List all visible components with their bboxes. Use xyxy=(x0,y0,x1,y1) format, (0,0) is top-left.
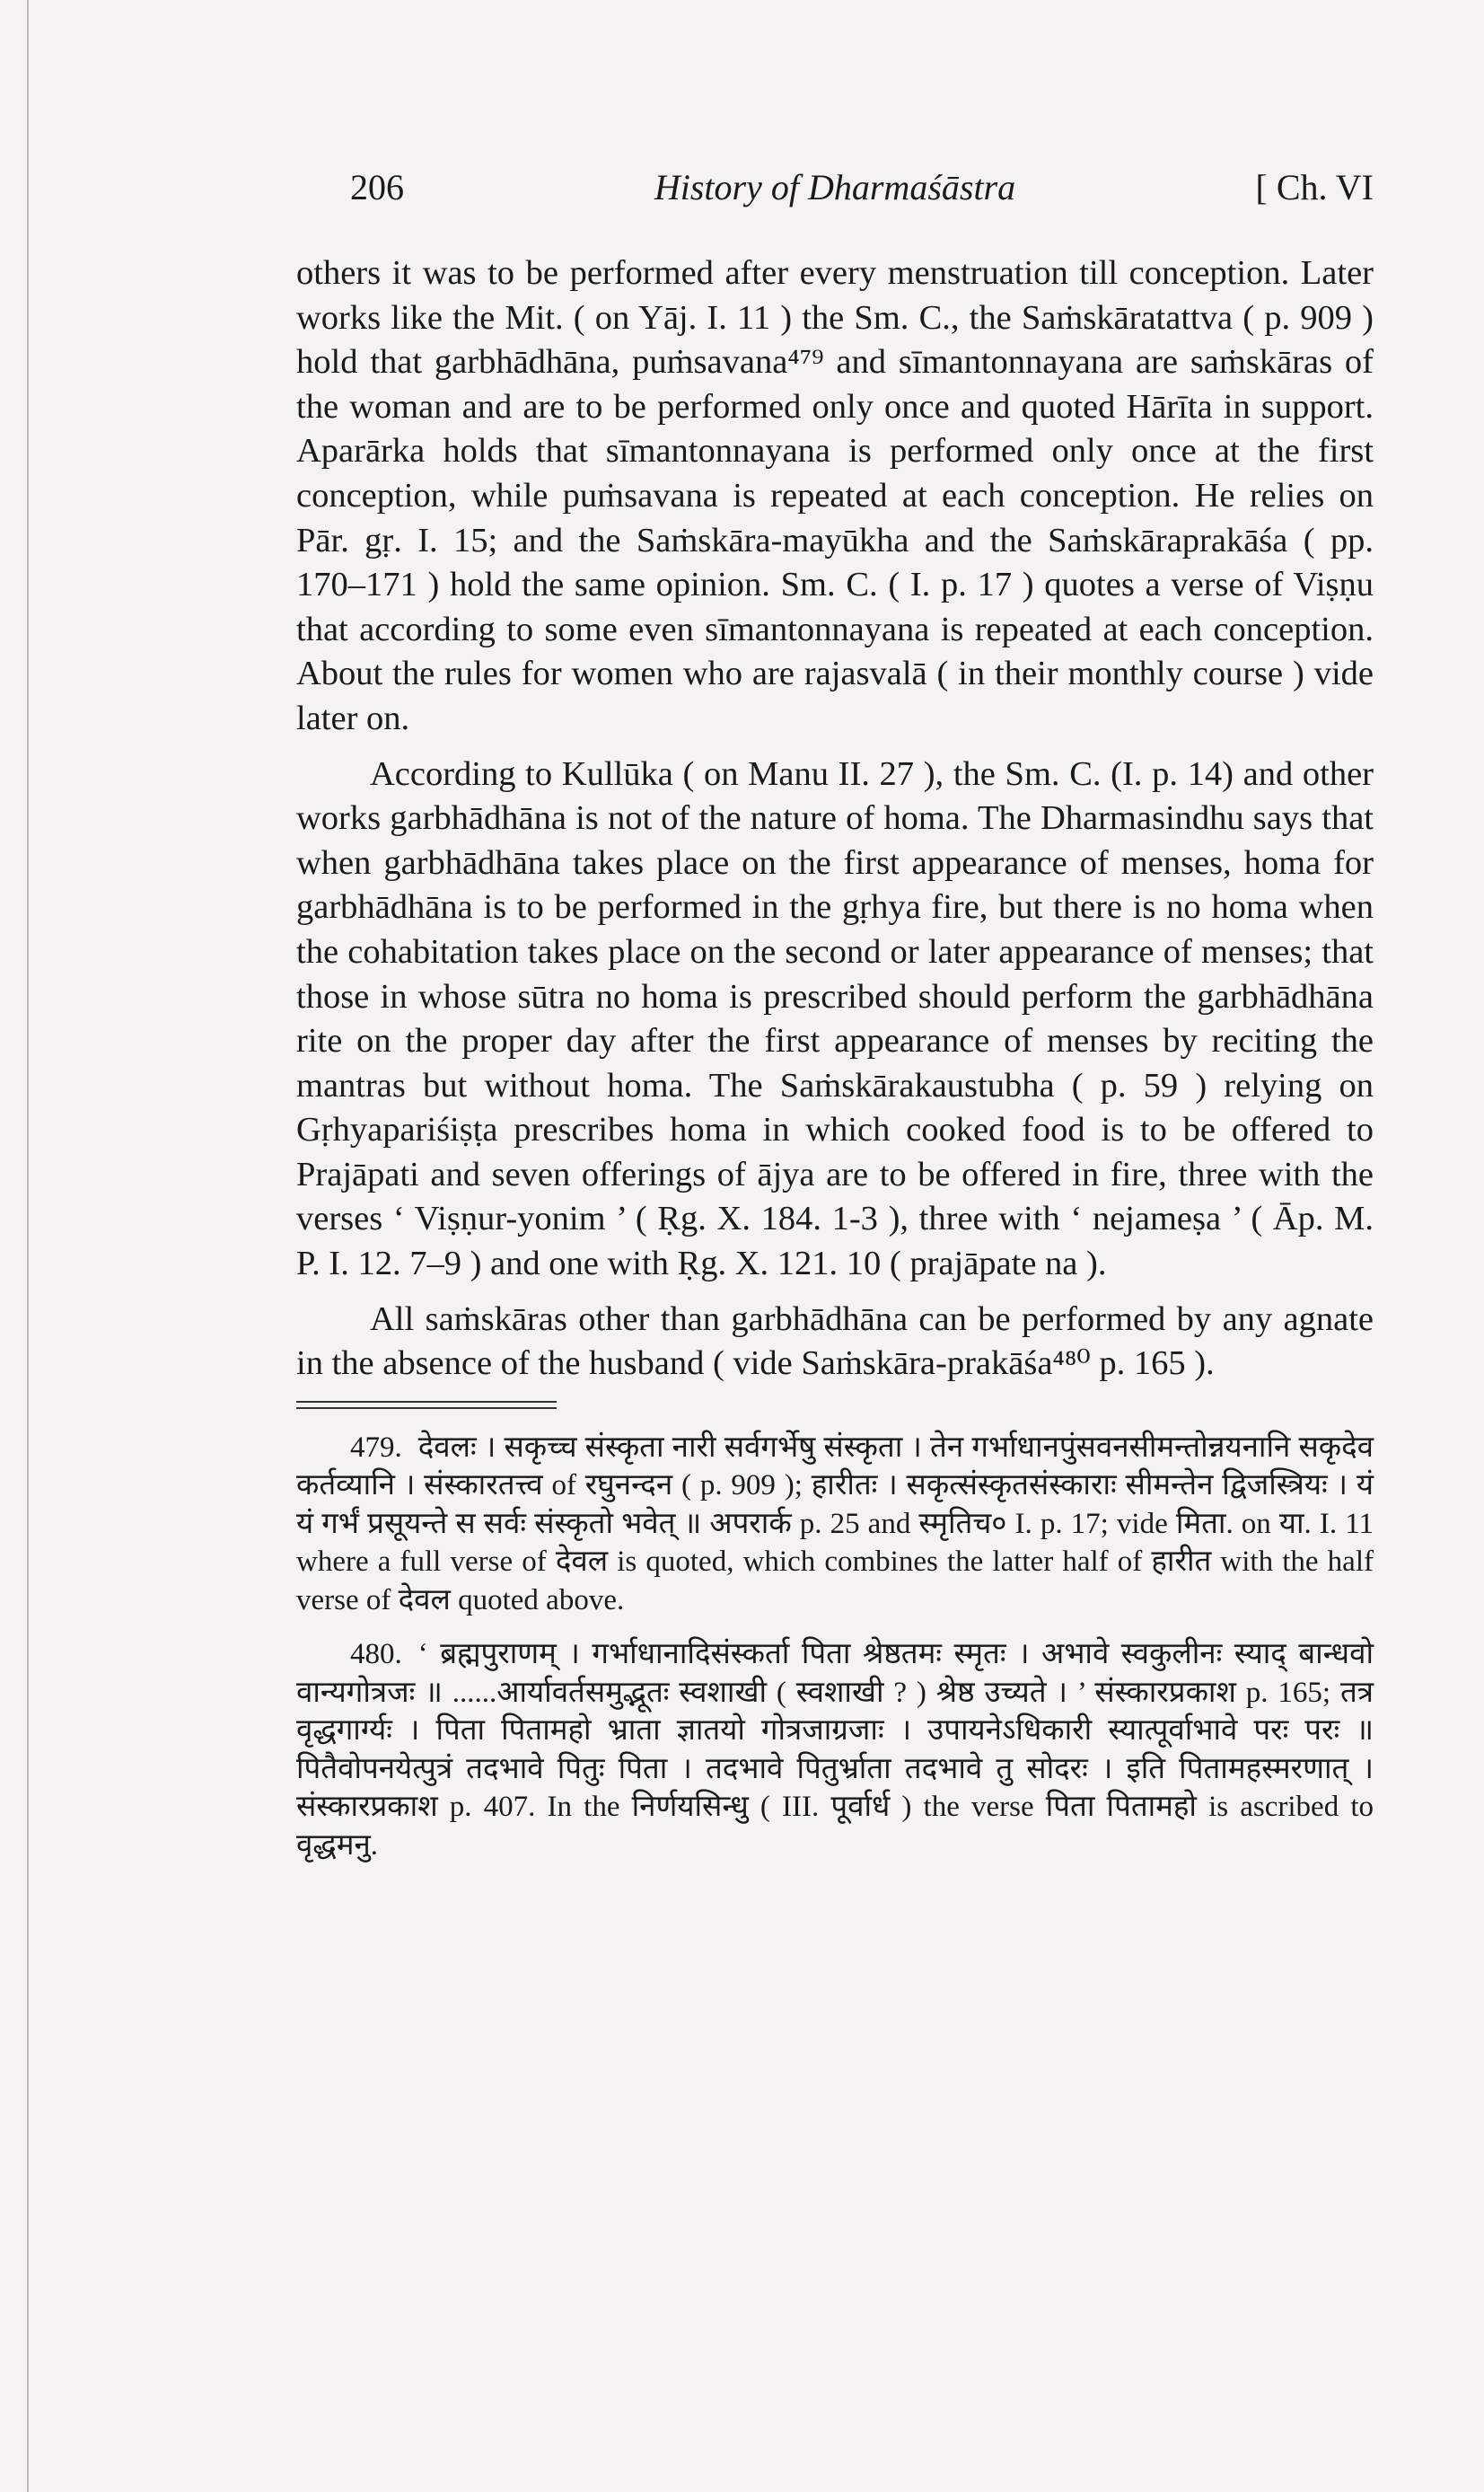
footnote-480 xyxy=(296,1635,1374,1864)
page-header xyxy=(296,148,1374,220)
footnote-number: 480. xyxy=(350,1638,402,1671)
page-number: 206 xyxy=(350,167,404,207)
paragraph-3: All saṁskāras other than garbhādhāna can be performed by any agnate in the absence of the husband ( vide Saṁskāra-prakāśa⁴⁸⁰ p. 165 ). xyxy=(296,1299,1374,1383)
footnote-text: ‘ ब्रह्मपुराणम् । गर्भाधानादिसंस्कर्ता पिता श्रेष्ठतमः स्मृतः । अभावे स्वकुलीनः स्याद् बान्धवो वान्यगोत्रजः ॥ ......आर्यावर्तसमुद्भूतः स्वशाखी ( स्वशाखी ? ) श्रेष्ठ उच्यते । ’ संस्कारप्रकाश p. 165; तत्र वृद्धगार्ग्यः । पिता पितामहो भ्राता ज्ञातयो गोत्रजाग्रजाः । उपायनेऽधिकारी स्यात्पूर्वाभावे परः परः ॥ पितैवोपनयेत्पुत्रं तदभावे पितुः पिता । तदभावे पितुर्भ्राता तदभावे तु सोदरः । इति पितामहस्मरणात् । संस्कारप्रकाश p. 407. In the निर्णयसिन्धु ( III. पूर्वार्ध ) the verse पिता पितामहो is ascribed to वृद्धमनु. xyxy=(296,1638,1374,1862)
footnotes xyxy=(296,1429,1374,1865)
footnote-rule-second xyxy=(296,1407,557,1409)
book-page xyxy=(296,148,1374,1864)
footnote-rule xyxy=(296,1401,557,1403)
footnote-text: देवलः । सकृच्च संस्कृता नारी सर्वगर्भेषु संस्कृता । तेन गर्भाधानपुंसवनसीमन्तोन्नयनानि सकृदेव कर्तव्यानि । संस्कारतत्त्व of रघुनन्दन ( p. 909 ); हारीतः । सकृत्संस्कृतसंस्काराः सीमन्तेन द्विजस्त्रियः । यं यं गर्भं प्रसूयन्ते स सर्वः संस्कृतो भवेत् ॥ अपरार्क p. 25 and स्मृतिच० I. p. 17; vide मिता. on या. I. 11 where a full verse of देवल is quoted, which combines the latter half of हारीत with the half verse of देवल quoted above. xyxy=(296,1431,1374,1616)
binding-edge xyxy=(27,0,29,2492)
main-text xyxy=(296,251,1374,1387)
paragraph-2: According to Kullūka ( on Manu II. 27 ), the Sm. C. (I. p. 14) and other works garbhādhāna is not of the nature of homa. The Dharmasindhu says that when garbhādhāna takes place on the first appearance of menses, homa for garbhādhāna is to be performed in the gṛhya fire, but there is no homa when the cohabitation takes place on the second or later appearance of menses; that those in whose sūtra no homa is prescribed should perform the garbhādhāna rite on the proper day after the first appearance of menses by reciting the mantras but without homa. The Saṁskārakaustubha ( p. 59 ) relying on Gṛhyapariśiṣṭa prescribes homa in which cooked food is to be offered to Prajāpati and seven offerings of ājya are to be offered in fire, three with the verses ‘ Viṣṇur-yonim ’ ( Ṛg. X. 184. 1-3 ), three with ‘ nejameṣa ’ ( Āp. M. P. I. 12. 7–9 ) and one with Ṛg. X. 121. 10 ( prajāpate na ). xyxy=(296,754,1374,1283)
chapter-marker: [ Ch. VI xyxy=(1255,167,1374,207)
paragraph-1: others it was to be performed after every menstruation till conception. Later works like the Mit. ( on Yāj. I. 11 ) the Sm. C., the Saṁskāratattva ( p. 909 ) hold that garbhādhāna, puṁsavana⁴⁷⁹ and sīmantonnayana are saṁskāras of the woman and are to be performed only once and quoted Hārīta in support. Aparārka holds that sīmantonnayana is performed only once at the first conception, while puṁsavana is repeated at each conception. He relies on Pār. gṛ. I. 15; and the Saṁskāra-mayūkha and the Saṁskāraprakāśa ( pp. 170–171 ) hold the same opinion. Sm. C. ( I. p. 17 ) quotes a verse of Viṣṇu that according to some even sīmantonnayana is repeated at each conception. About the rules for women who are rajasvalā ( in their monthly course ) vide later on. xyxy=(296,254,1374,737)
footnote-number: 479. xyxy=(350,1431,402,1464)
running-title: History of Dharmaśāstra xyxy=(654,167,1016,207)
footnote-479 xyxy=(296,1429,1374,1620)
